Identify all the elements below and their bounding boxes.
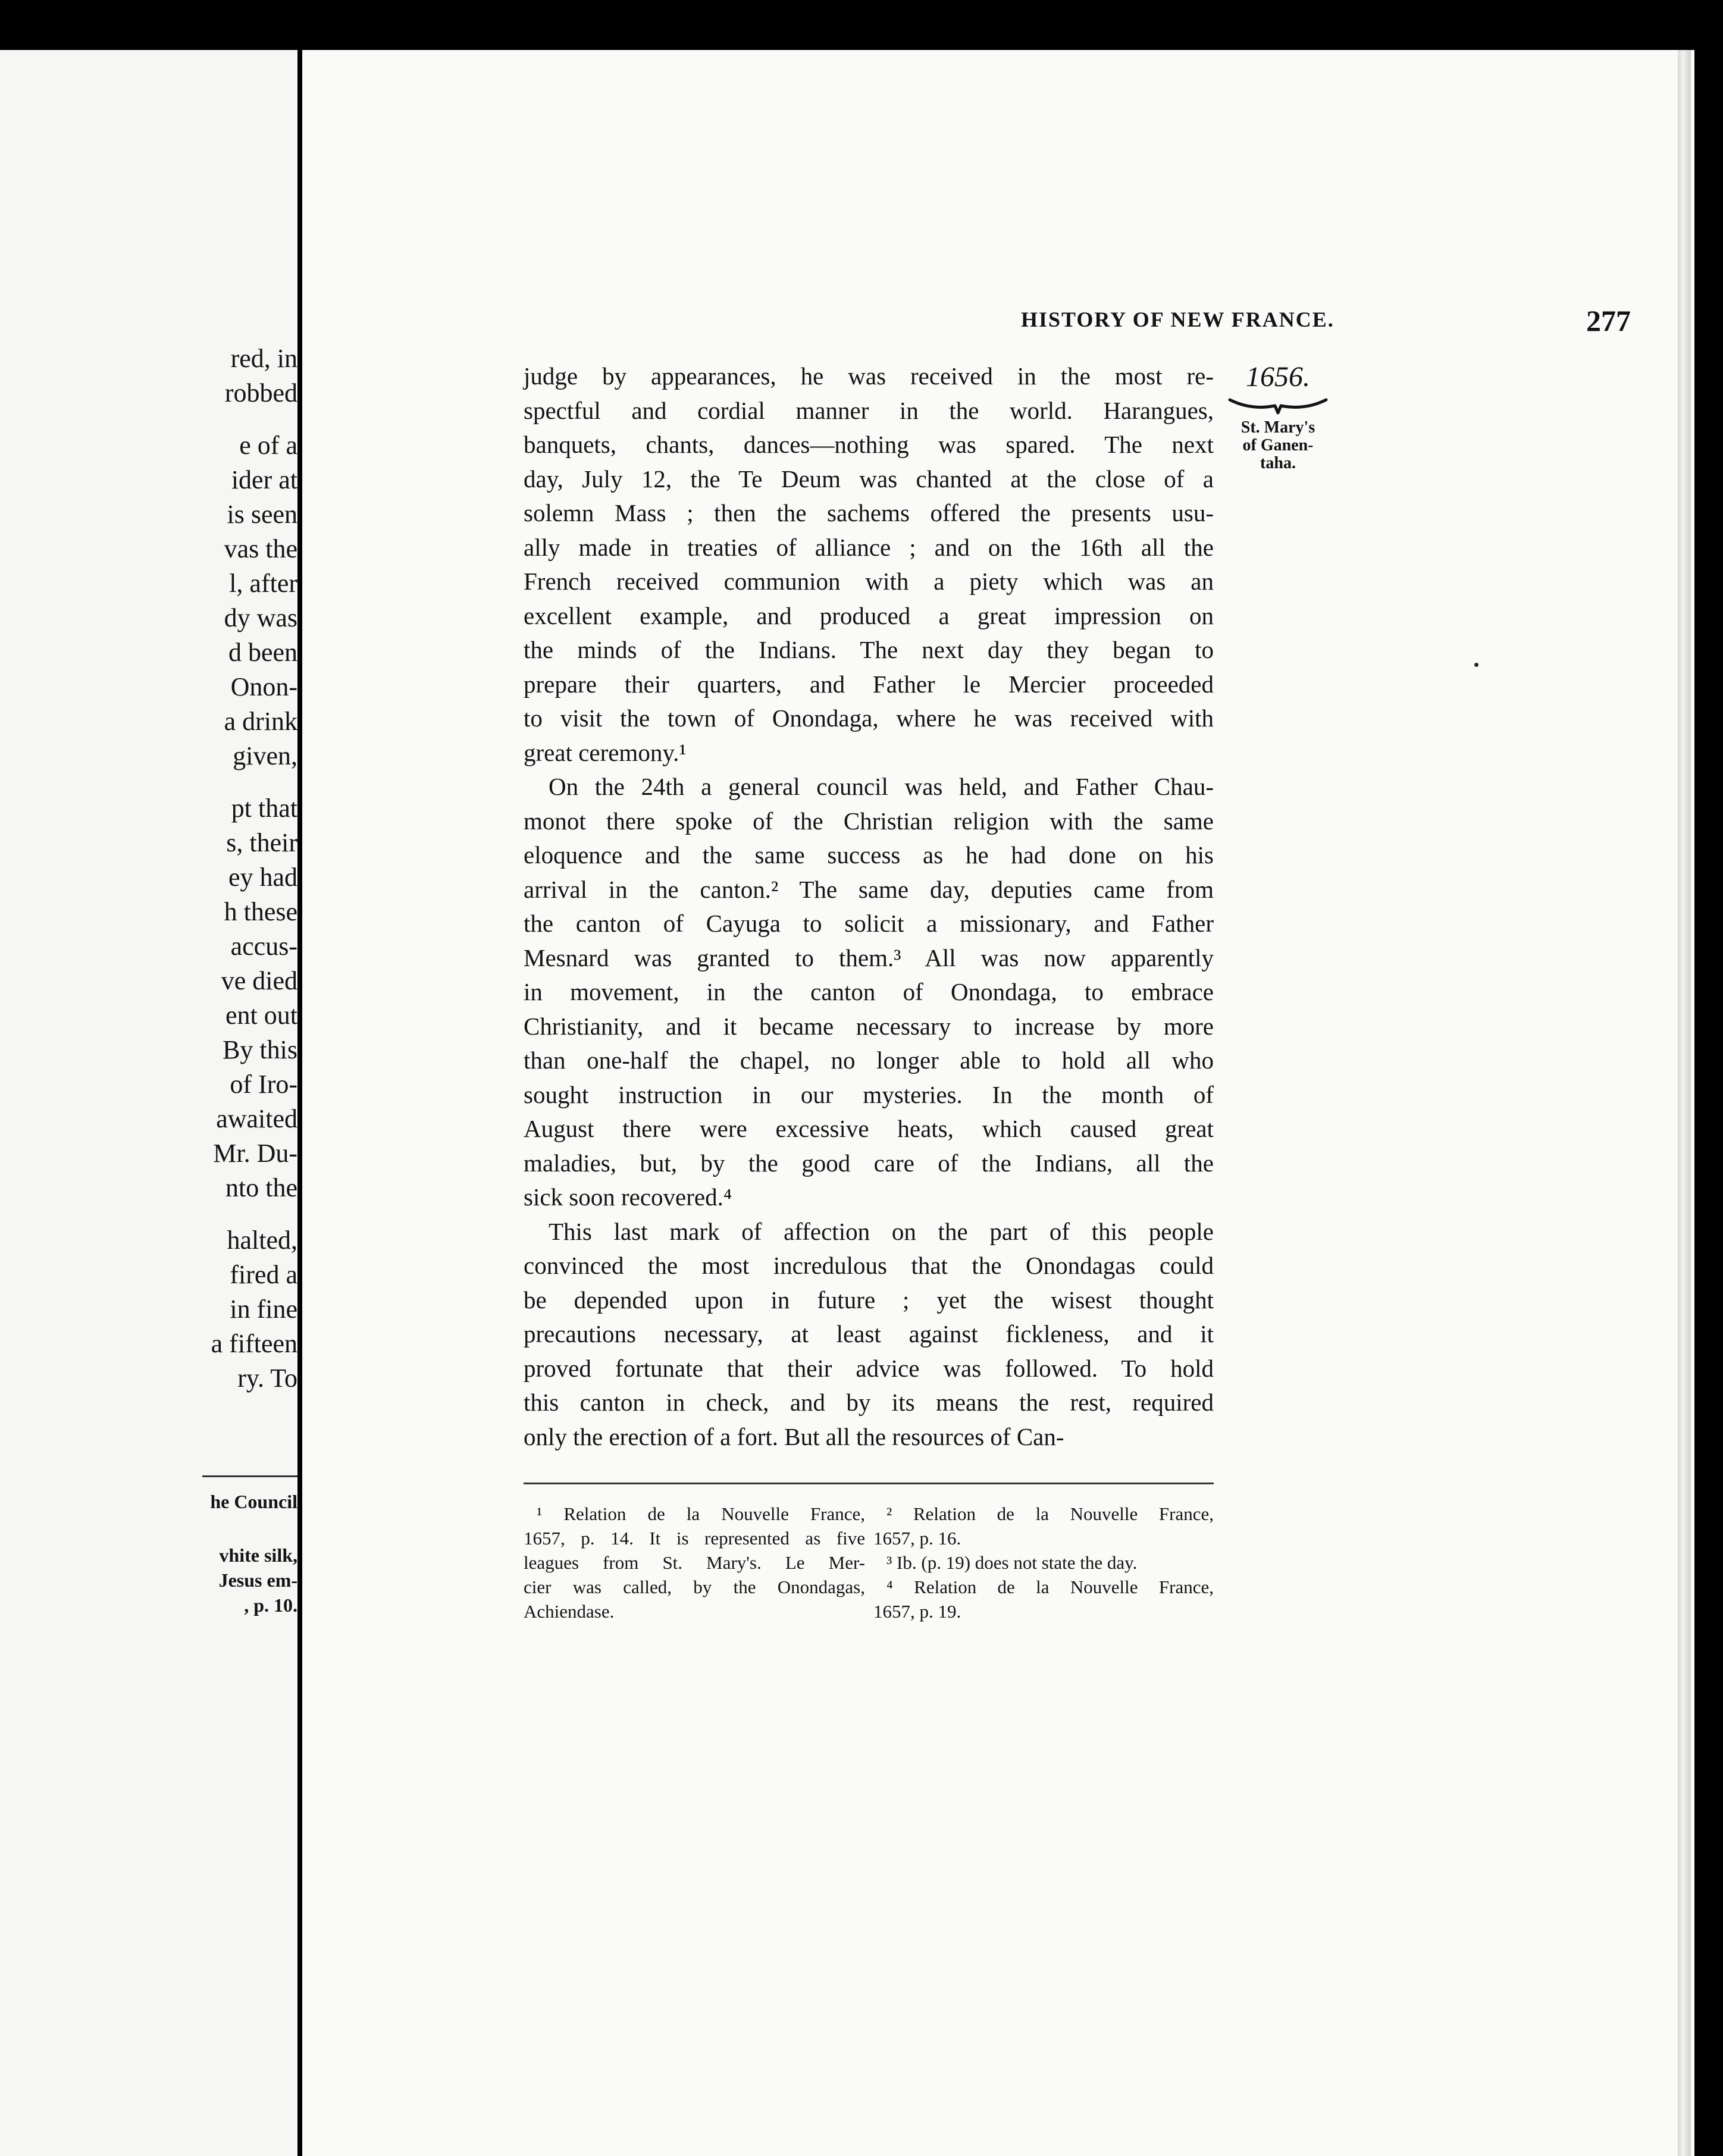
body-line: Mesnard was granted to them.³ All was now apparently xyxy=(524,944,1214,972)
margin-note-line: St. Mary's xyxy=(1240,418,1315,437)
footnote-line: ² Relation de la Nouvelle France, xyxy=(886,1503,1214,1524)
body-line: This last mark of affection on the part of this people xyxy=(549,1217,1214,1245)
previous-page-line: s, their xyxy=(226,828,297,857)
body-line: be depended upon in future ; yet the wisest thought xyxy=(524,1286,1214,1314)
margin-note-line: taha. xyxy=(1260,454,1296,472)
previous-page-line: pt that xyxy=(231,794,297,823)
scan-speck xyxy=(1474,663,1478,667)
previous-page-line: d been xyxy=(228,638,297,667)
previous-page-line: nto the xyxy=(225,1173,297,1202)
footnote-line: ³ Ib. (p. 19) does not state the day. xyxy=(886,1552,1138,1573)
body-line: convinced the most incredulous that the Onondagas could xyxy=(524,1252,1214,1279)
previous-page-line: fired a xyxy=(230,1260,297,1289)
previous-page-line: ve died xyxy=(221,966,297,995)
body-line: French received communion with a piety which was an xyxy=(524,568,1214,595)
previous-page-line: red, in xyxy=(230,344,297,373)
body-line: great ceremony.¹ xyxy=(524,738,687,766)
footnote-line: leagues from St. Mary's. Le Mer- xyxy=(524,1552,865,1573)
previous-page-line: Mr. Du- xyxy=(213,1139,297,1168)
footnote-line: Achiendase. xyxy=(524,1601,615,1622)
previous-page-line: in fine xyxy=(230,1295,297,1324)
current-page xyxy=(302,50,1694,2156)
previous-page-line: ry. To xyxy=(237,1364,297,1393)
previous-page-line: is seen xyxy=(227,500,297,529)
body-line: excellent example, and produced a great impression on xyxy=(524,601,1214,629)
previous-page-fragment xyxy=(0,50,297,2156)
previous-page-line: accus- xyxy=(230,932,297,961)
body-line: judge by appearances, he was received in the most re- xyxy=(524,362,1214,390)
brace-icon xyxy=(1227,395,1329,419)
body-line: August there were excessive heats, which caused great xyxy=(524,1115,1214,1142)
body-line: sought instruction in our mysteries. In the month of xyxy=(524,1080,1214,1108)
body-line: solemn Mass ; then the sachems offered the presents usu- xyxy=(524,499,1214,527)
body-line: proved fortunate that their advice was followed. To hold xyxy=(524,1354,1214,1382)
page-number: 277 xyxy=(1586,304,1631,337)
footnote-line: cier was called, by the Onondagas, xyxy=(524,1577,865,1597)
body-text xyxy=(524,359,1214,1454)
body-line: Christianity, and it became necessary to increase by more xyxy=(524,1012,1214,1040)
footnotes-right-column xyxy=(873,1502,1214,1624)
footnote-line: 1657, p. 14. It is represented as five xyxy=(524,1528,865,1549)
previous-page-line: given, xyxy=(233,741,297,770)
previous-page-line: Onon- xyxy=(230,672,297,701)
body-line: day, July 12, the Te Deum was chanted at the close of a xyxy=(524,465,1214,493)
previous-page-footnote-line: vhite silk, xyxy=(219,1544,297,1566)
previous-page-line: l, after xyxy=(229,569,297,598)
body-line: than one-half the chapel, no longer able to hold all who xyxy=(524,1046,1214,1074)
previous-page-line: a drink xyxy=(224,707,297,736)
body-line: prepare their quarters, and Father le Mercier proceeded xyxy=(524,670,1214,698)
previous-page-line: robbed xyxy=(224,378,297,408)
previous-page-footnote-line: Jesus em- xyxy=(218,1569,297,1591)
previous-page-line: ey had xyxy=(228,863,297,892)
previous-page-line: ent out xyxy=(225,1001,297,1030)
previous-page-line: dy was xyxy=(224,603,297,632)
body-line: banquets, chants, dances—nothing was spared. The next xyxy=(524,431,1214,458)
body-line: the canton of Cayuga to solicit a missionary, and Father xyxy=(524,910,1214,937)
footnote-rule xyxy=(524,1483,1214,1484)
previous-page-line: ider at xyxy=(231,465,297,494)
footnote-line: 1657, p. 19. xyxy=(873,1601,961,1622)
previous-page-line: a fifteen xyxy=(211,1329,297,1358)
footnotes-left-column xyxy=(524,1502,865,1624)
page-header xyxy=(524,303,1631,339)
previous-page-line: e of a xyxy=(239,431,297,460)
body-line: only the erection of a fort. But all the resources of Can- xyxy=(524,1422,1064,1450)
body-line: sick soon recovered.⁴ xyxy=(524,1183,732,1211)
body-line: arrival in the canton.² The same day, deputies came from xyxy=(524,875,1214,903)
body-line: monot there spoke of the Christian religion with the same xyxy=(524,807,1214,835)
previous-page-line: halted, xyxy=(227,1226,297,1255)
footnote-line: 1657, p. 16. xyxy=(873,1528,961,1549)
page-edge xyxy=(1678,50,1691,2156)
body-line: this canton in check, and by its means the rest, required xyxy=(524,1389,1214,1416)
previous-page-line: By this xyxy=(223,1035,297,1064)
body-line: in movement, in the canton of Onondaga, to embrace xyxy=(524,978,1214,1005)
body-line: On the 24th a general council was held, and Father Chau- xyxy=(549,773,1214,800)
previous-page-footnote-rule xyxy=(202,1475,297,1477)
body-line: the minds of the Indians. The next day they began to xyxy=(524,636,1214,663)
previous-page-footnote-line: he Council xyxy=(210,1491,297,1512)
footnote-line: ⁴ Relation de la Nouvelle France, xyxy=(886,1577,1214,1597)
body-line: precautions necessary, at least against fickleness, and it xyxy=(524,1320,1214,1348)
running-head: HISTORY OF NEW FRANCE. xyxy=(1021,308,1334,331)
body-line: ally made in treaties of alliance ; and on the 16th all the xyxy=(524,533,1214,561)
body-line: eloquence and the same success as he had done on his xyxy=(524,841,1214,869)
previous-page-footnote-line: , p. 10. xyxy=(244,1594,297,1616)
previous-page-line: of Iro- xyxy=(230,1070,297,1099)
previous-page-line: h these xyxy=(224,897,297,926)
margin-year: 1656. xyxy=(1246,361,1310,393)
footnote-line: ¹ Relation de la Nouvelle France, xyxy=(537,1503,865,1524)
body-line: maladies, but, by the good care of the Indians, all the xyxy=(524,1149,1214,1177)
previous-page-line: vas the xyxy=(224,534,297,563)
previous-page-line: awaited xyxy=(216,1104,297,1133)
body-line: to visit the town of Onondaga, where he was received with xyxy=(524,704,1214,732)
margin-notes xyxy=(1224,359,1332,472)
body-line: spectful and cordial manner in the world. Harangues, xyxy=(524,396,1214,424)
margin-note-line: of Ganen- xyxy=(1242,436,1314,455)
